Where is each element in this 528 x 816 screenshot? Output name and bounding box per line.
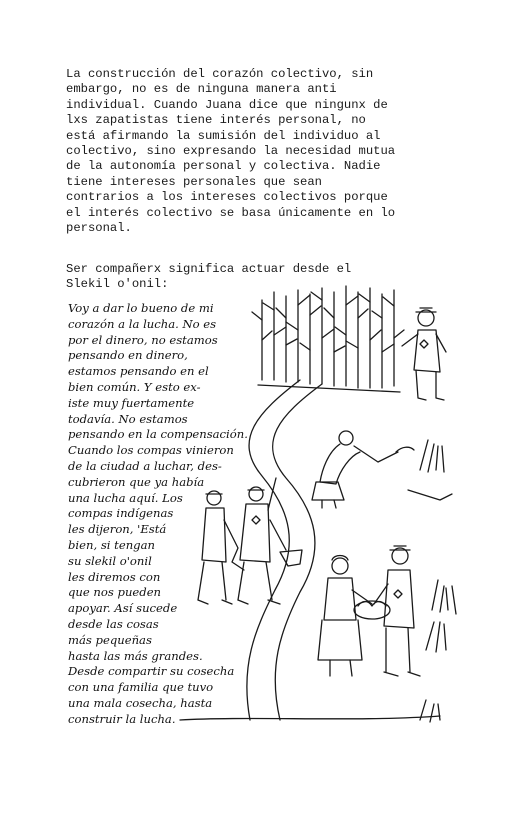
quote-line: les dijeron, 'Está xyxy=(68,522,167,537)
quote-line: bien común. Y esto ex- xyxy=(68,379,201,394)
paragraph-line: lxs zapatistas tiene interés personal, no xyxy=(66,113,366,128)
paragraph-line: La construcción del corazón colectivo, sin xyxy=(66,67,374,81)
paragraph-line: tiene intereses personales que sean xyxy=(66,174,322,189)
paragraph-line: de la autonomía personal y colectiva. Nadie xyxy=(66,159,381,174)
quote-line: una lucha aquí. Los xyxy=(68,490,183,505)
quote-line: pensando en dinero, xyxy=(68,348,188,363)
quote-line: les diremos con xyxy=(68,569,161,584)
quote-line: compas indígenas xyxy=(68,506,174,521)
quote-line: por el dinero, no estamos xyxy=(68,332,218,347)
quote-line: apoyar. Así sucede xyxy=(68,601,178,616)
quote-line: Desde compartir su cosecha xyxy=(68,664,235,679)
quote-line: una mala cosecha, hasta xyxy=(68,695,213,710)
paragraph-line: colectivo, sino expresando la necesidad mutua xyxy=(66,144,396,159)
paragraph-line: el interés colectivo se basa únicamente en lo xyxy=(66,205,396,220)
quote-line: construir la lucha. xyxy=(68,711,176,726)
paragraph-line: embargo, no es de ninguna manera anti xyxy=(66,82,337,97)
woman-with-machete xyxy=(312,431,452,508)
handwritten-quote xyxy=(68,301,308,728)
quote-line: todavía. No estamos xyxy=(68,411,188,426)
farmer-in-cornfield xyxy=(402,308,446,400)
quote-line: su slekil o'onil xyxy=(68,553,152,568)
quote-line: hasta las más grandes. xyxy=(68,648,203,663)
quote-line: pensando en la compensación. xyxy=(68,427,248,442)
quote-line: más pequeñas xyxy=(68,632,152,647)
couple-sharing-harvest xyxy=(318,546,420,676)
quote-line: corazón a la lucha. No es xyxy=(68,316,217,331)
quote-line: iste muy fuertamente xyxy=(68,395,195,410)
quote-line: estamos pensando en el xyxy=(68,364,209,379)
quote-line: de la ciudad a luchar, des- xyxy=(68,458,222,473)
paragraph-line: está afirmando la sumisión del individuo al xyxy=(66,128,381,143)
paragraph-line: personal. xyxy=(66,221,132,236)
quote-line: desde las cosas xyxy=(68,616,159,631)
paragraph-line: contrarios a los intereses colectivos porque xyxy=(66,190,388,205)
quote-line: que nos pueden xyxy=(68,585,162,600)
quote-line: Voy a dar lo bueno de mi xyxy=(68,301,214,315)
paragraph-line: individual. Cuando Juana dice que ningunx de xyxy=(66,97,388,112)
quote-line: Cuando los compas vinieron xyxy=(68,443,234,458)
quote-line: bien, si tengan xyxy=(68,537,155,552)
quote-line: cubrieron que ya había xyxy=(68,474,205,489)
quote-line: con una familia que tuvo xyxy=(68,680,214,695)
intro-line: Ser compañerx significa actuar desde el xyxy=(66,262,352,276)
intro-line: Slekil o'onil: xyxy=(66,277,169,292)
